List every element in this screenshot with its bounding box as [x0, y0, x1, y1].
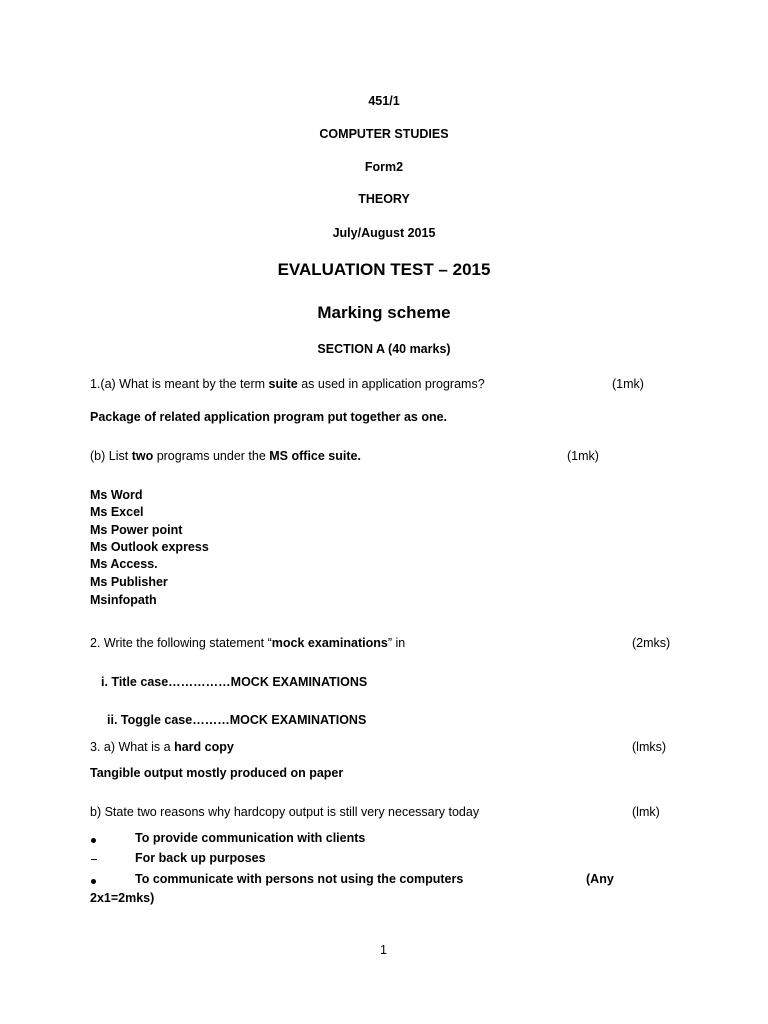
answer-1b-item: Ms Excel	[90, 505, 144, 519]
question-3a-term: hard copy	[174, 740, 234, 754]
question-1a-marks: (1mk)	[612, 377, 644, 391]
question-3a-prefix: 3. a) What is a	[90, 740, 175, 754]
question-1b	[90, 449, 361, 463]
answer-3b-note-end: 2x1=2mks)	[90, 891, 155, 905]
question-3b: b) State two reasons why hardcopy output is still very necessary today	[90, 805, 480, 819]
answer-1b-item: Ms Access.	[90, 557, 158, 571]
exam-date: July/August 2015	[332, 226, 436, 240]
question-1b-term: MS office suite.	[269, 449, 361, 463]
question-3b-marks: (lmk)	[632, 805, 660, 819]
answer-1b-item: Ms Power point	[90, 523, 183, 537]
answer-2-toggle-case: ii. Toggle case………MOCK EXAMINATIONS	[107, 713, 367, 727]
question-2-suffix: ” in	[387, 636, 406, 650]
answer-3b-reason: To provide communication with clients	[135, 831, 366, 845]
question-1a-term: suite	[268, 377, 298, 391]
answer-1a: Package of related application program put together as one.	[90, 410, 448, 424]
answer-3b-reason: For back up purposes	[135, 851, 266, 865]
answer-3b-reason: To communicate with persons not using the computers	[135, 872, 464, 886]
answer-1b-item: Ms Outlook express	[90, 540, 209, 554]
question-2-term: mock examinations	[271, 636, 388, 650]
question-1b-marks: (1mk)	[567, 449, 599, 463]
question-1a-suffix: as used in application programs?	[297, 377, 485, 391]
answer-1b-item: Ms Publisher	[90, 575, 168, 589]
form-level: Form2	[364, 160, 404, 174]
question-2-marks: (2mks)	[632, 636, 671, 650]
document-subtitle: Marking scheme	[317, 303, 451, 322]
paper-type: THEORY	[358, 192, 410, 206]
question-1a	[90, 377, 485, 391]
answer-3b-note-start: (Any	[586, 872, 614, 886]
question-2	[90, 636, 405, 650]
bullet-dot-icon	[91, 833, 96, 847]
question-3a	[90, 740, 234, 754]
document-title: EVALUATION TEST – 2015	[277, 260, 491, 279]
section-heading: SECTION A (40 marks)	[317, 342, 451, 356]
question-3a-marks: (lmks)	[632, 740, 667, 754]
question-1b-middle: programs under the	[153, 449, 270, 463]
answer-1b-item: Msinfopath	[90, 593, 157, 607]
bullet-dot-icon	[91, 874, 96, 888]
question-1a-prefix: 1.(a) What is meant by the term	[90, 377, 269, 391]
question-2-prefix: 2. Write the following statement “	[90, 636, 272, 650]
answer-3a: Tangible output mostly produced on paper	[90, 766, 344, 780]
bullet-dash-icon	[91, 852, 97, 866]
answer-1b-item: Ms Word	[90, 488, 143, 502]
answer-2-title-case: i. Title case……………MOCK EXAMINATIONS	[101, 675, 368, 689]
page-number: 1	[380, 943, 387, 957]
question-1b-count: two	[131, 449, 154, 463]
question-1b-prefix: (b) List	[90, 449, 132, 463]
subject-name: COMPUTER STUDIES	[319, 127, 449, 141]
paper-code: 451/1	[368, 94, 400, 108]
